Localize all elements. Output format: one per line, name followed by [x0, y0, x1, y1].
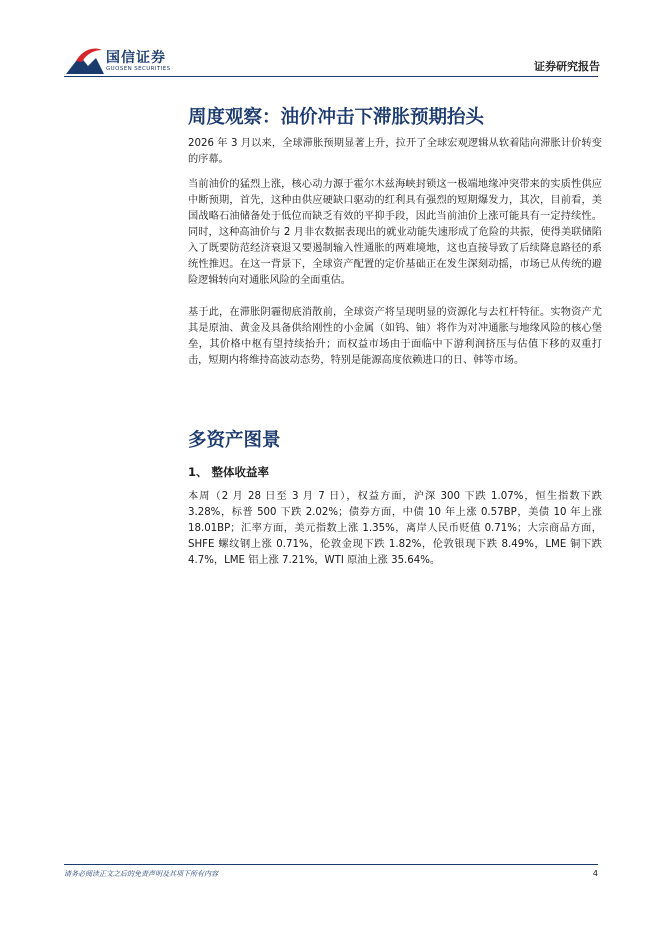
page-header [0, 0, 662, 80]
footer-divider [64, 864, 598, 865]
section-title-weekly: 周度观察：油价冲击下滞胀预期抬头 [188, 107, 485, 128]
section-title-multi-asset: 多资产图景 [188, 430, 281, 451]
paragraph-intro: 2026 年 3 月以来，全球滞胀预期显著上升，拉开了全球宏观逻辑从软着陆向滞胀计价转变的序幕。 [188, 138, 602, 165]
guosen-logo-mark-icon [66, 46, 104, 76]
guosen-logo [66, 46, 186, 78]
subsection-title-returns: 1、 整体收益率 [188, 465, 270, 479]
logo-text-en: GUOSEN SECURITIES [106, 66, 171, 72]
paragraph-returns: 本周（2 月 28 日至 3 月 7 日），权益方面，沪深 300 下跌 1.07%，恒生指数下跌 3.28%，标普 500 下跌 2.02%；债券方面，中债 10 年上涨 0.57BP，美债 10 年上涨 18.01BP；汇率方面，美元指数上涨 1.35%，离岸人民币贬值 0.71%；大宗商品方面，SHFE 螺纹钢上涨 0.71%，伦敦金现下跌 1.82%，伦敦银现下跌 8.49%，LME 铜下跌 4.7%，LME 铝上涨 7.21%，WTI 原油上涨 35.64%。 [188, 491, 602, 566]
paragraph-outlook: 基于此，在滞胀阴霾彻底消散前，全球资产将呈现明显的资源化与去杠杆特征。实物资产尤其是原油、黄金及具备供给刚性的小金属（如钨、铀）将作为对冲通胀与地缘风险的核心堡垒，其价格中枢有望持续抬升；而权益市场由于面临中下游利润挤压与估值下移的双重打击，短期内将维持高波动态势，特别是能源高度依赖进口的日、韩等市场。 [188, 307, 602, 366]
footer-disclaimer: 请务必阅读正文之后的免责声明及其项下所有内容 [64, 870, 218, 878]
header-divider [64, 76, 598, 77]
report-type-label: 证券研究报告 [534, 60, 600, 73]
paragraph-oil-analysis: 当前油价的猛烈上涨，核心动力源于霍尔木兹海峡封锁这一极端地缘冲突带来的实质性供应中断预期，首先，这种由供应硬缺口驱动的红利具有强烈的短期爆发力，其次，目前看，美国战略石油储备处于低位而缺乏有效的平抑手段，因此当前油价上涨可能具有一定持续性。同时，这种高油价与 2 月非农数据表现出的就业动能失速形成了危险的共振，使得美联储陷入了既要防范经济衰退又要遏制输入性通胀的两难境地，这也直接导致了后续降息路径的系统性推迟。在这一背景下，全球资产配置的定价基础正在发生深刻动摇，市场已从传统的避险逻辑转向对通胀风险的全面重估。 [188, 179, 602, 286]
logo-text-cn: 国信证券 [106, 50, 166, 66]
page-number: 4 [592, 869, 598, 878]
